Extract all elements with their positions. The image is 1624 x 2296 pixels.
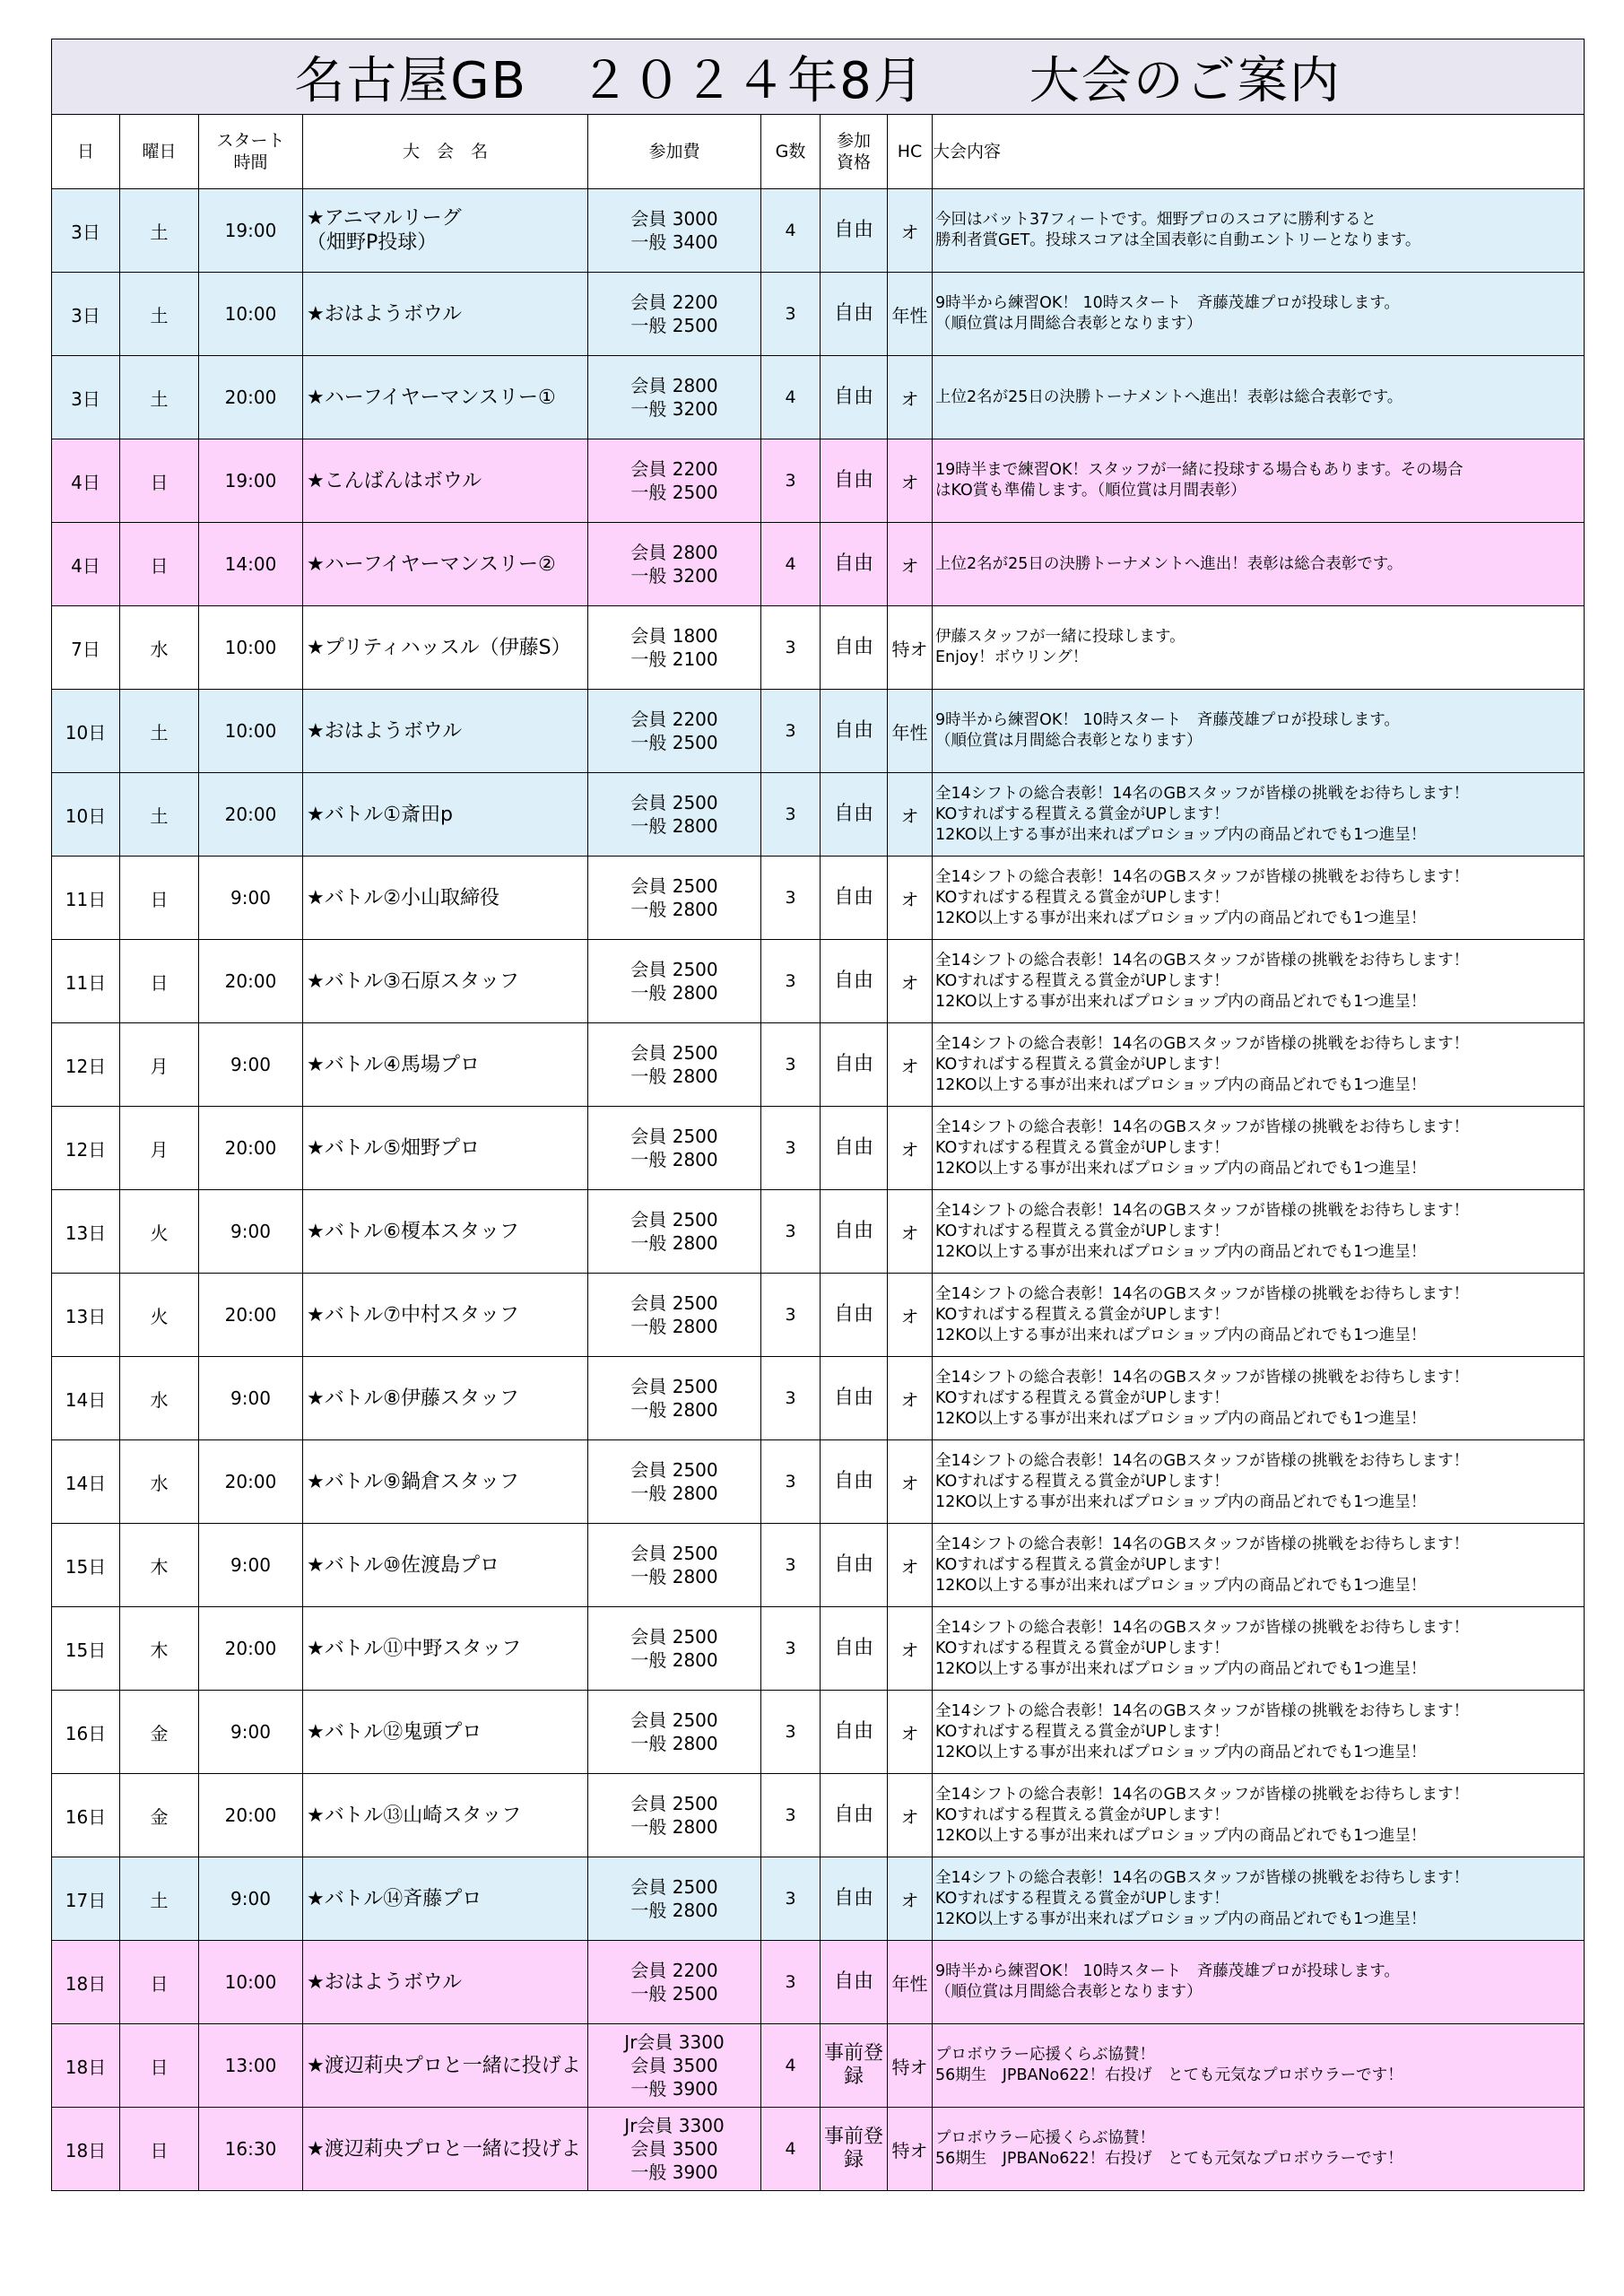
event-handicap: オ	[888, 1357, 933, 1440]
table-row	[52, 606, 1585, 690]
event-qualification: 自由	[821, 773, 888, 857]
event-handicap: オ	[888, 1774, 933, 1857]
event-fee: Jr会員 3300 会員 3500 一般 3900	[588, 2108, 761, 2191]
header-description: 大会内容	[933, 115, 1585, 189]
event-qualification: 自由	[821, 356, 888, 439]
event-start-time: 9:00	[199, 1357, 303, 1440]
event-handicap: オ	[888, 1023, 933, 1107]
event-qualification: 自由	[821, 523, 888, 606]
event-description: 全14シフトの総合表彰！14名のGBスタッフが皆様の挑戦をお待ちします！ KOすればする程貰える賞金がUPします！ 12KO以上する事が出来ればプロショップ内の商品どれでも1つ進呈！	[933, 773, 1585, 857]
event-day: 10日	[52, 773, 120, 857]
header-start-time: スタート 時間	[199, 115, 303, 189]
event-fee: 会員 2500 一般 2800	[588, 857, 761, 940]
event-name: ★ハーフイヤーマンスリー①	[303, 356, 588, 439]
event-start-time: 20:00	[199, 1107, 303, 1190]
event-handicap: 特オ	[888, 2024, 933, 2108]
event-day: 14日	[52, 1357, 120, 1440]
event-qualification: 自由	[821, 690, 888, 773]
event-name: ★プリティハッスル（伊藤S）	[303, 606, 588, 690]
event-weekday: 水	[120, 606, 199, 690]
event-name: ★バトル③石原スタッフ	[303, 940, 588, 1023]
event-name: ★バトル⑨鍋倉スタッフ	[303, 1440, 588, 1524]
table-row	[52, 773, 1585, 857]
event-description: 全14シフトの総合表彰！14名のGBスタッフが皆様の挑戦をお待ちします！ KOすればする程貰える賞金がUPします！ 12KO以上する事が出来ればプロショップ内の商品どれでも1つ進呈！	[933, 1440, 1585, 1524]
event-name: ★バトル⑬山崎スタッフ	[303, 1774, 588, 1857]
event-day: 3日	[52, 273, 120, 356]
event-fee: 会員 3000 一般 3400	[588, 189, 761, 273]
event-start-time: 9:00	[199, 1691, 303, 1774]
event-name: ★バトル⑤畑野プロ	[303, 1107, 588, 1190]
event-weekday: 土	[120, 1857, 199, 1941]
event-fee: 会員 2800 一般 3200	[588, 523, 761, 606]
event-start-time: 19:00	[199, 439, 303, 523]
event-handicap: オ	[888, 1857, 933, 1941]
event-games: 3	[761, 1607, 821, 1691]
event-name: ★ハーフイヤーマンスリー②	[303, 523, 588, 606]
event-day: 12日	[52, 1023, 120, 1107]
event-weekday: 日	[120, 940, 199, 1023]
event-qualification: 自由	[821, 1440, 888, 1524]
event-fee: 会員 2500 一般 2800	[588, 1524, 761, 1607]
event-name: ★おはようボウル	[303, 690, 588, 773]
event-weekday: 水	[120, 1440, 199, 1524]
event-qualification: 自由	[821, 439, 888, 523]
event-qualification: 事前登 録	[821, 2024, 888, 2108]
event-name: ★バトル⑥榎本スタッフ	[303, 1190, 588, 1274]
table-row	[52, 1107, 1585, 1190]
event-name: ★こんばんはボウル	[303, 439, 588, 523]
event-description: 今回はバット37フィートです。畑野プロのスコアに勝利すると 勝利者賞GET。投球スコアは全国表彰に自動エントリーとなります。	[933, 189, 1585, 273]
event-day: 4日	[52, 439, 120, 523]
table-row	[52, 2108, 1585, 2191]
header-dow: 曜日	[120, 115, 199, 189]
event-name: ★バトル⑦中村スタッフ	[303, 1274, 588, 1357]
event-start-time: 10:00	[199, 1941, 303, 2024]
event-weekday: 日	[120, 2108, 199, 2191]
event-start-time: 10:00	[199, 273, 303, 356]
event-name: ★おはようボウル	[303, 273, 588, 356]
event-games: 3	[761, 1357, 821, 1440]
event-name: ★バトル⑫鬼頭プロ	[303, 1691, 588, 1774]
event-day: 17日	[52, 1857, 120, 1941]
table-row	[52, 1357, 1585, 1440]
table-row	[52, 273, 1585, 356]
event-qualification: 自由	[821, 857, 888, 940]
event-fee: 会員 2200 一般 2500	[588, 690, 761, 773]
event-start-time: 13:00	[199, 2024, 303, 2108]
event-handicap: オ	[888, 1524, 933, 1607]
event-weekday: 木	[120, 1607, 199, 1691]
event-qualification: 自由	[821, 940, 888, 1023]
event-description: 全14シフトの総合表彰！14名のGBスタッフが皆様の挑戦をお待ちします！ KOすればする程貰える賞金がUPします！ 12KO以上する事が出来ればプロショップ内の商品どれでも1つ進呈！	[933, 857, 1585, 940]
event-start-time: 14:00	[199, 523, 303, 606]
event-start-time: 10:00	[199, 606, 303, 690]
event-description: 全14シフトの総合表彰！14名のGBスタッフが皆様の挑戦をお待ちします！ KOすればする程貰える賞金がUPします！ 12KO以上する事が出来ればプロショップ内の商品どれでも1つ進呈！	[933, 1107, 1585, 1190]
event-games: 3	[761, 773, 821, 857]
event-games: 4	[761, 356, 821, 439]
event-games: 4	[761, 2024, 821, 2108]
event-day: 11日	[52, 940, 120, 1023]
page-title: 名古屋GB ２０２４年8月 大会のご案内	[52, 39, 1585, 115]
event-description: 全14シフトの総合表彰！14名のGBスタッフが皆様の挑戦をお待ちします！ KOすればする程貰える賞金がUPします！ 12KO以上する事が出来ればプロショップ内の商品どれでも1つ進呈！	[933, 1524, 1585, 1607]
event-games: 3	[761, 1774, 821, 1857]
event-day: 16日	[52, 1774, 120, 1857]
event-fee: 会員 2500 一般 2800	[588, 1190, 761, 1274]
event-handicap: オ	[888, 439, 933, 523]
event-day: 3日	[52, 356, 120, 439]
event-qualification: 自由	[821, 1524, 888, 1607]
event-start-time: 19:00	[199, 189, 303, 273]
event-day: 18日	[52, 2024, 120, 2108]
event-fee: 会員 2500 一般 2800	[588, 940, 761, 1023]
event-start-time: 9:00	[199, 1857, 303, 1941]
event-name: ★渡辺莉央プロと一緒に投げよ	[303, 2024, 588, 2108]
event-weekday: 水	[120, 1357, 199, 1440]
event-day: 13日	[52, 1190, 120, 1274]
event-start-time: 9:00	[199, 1190, 303, 1274]
event-description: 全14シフトの総合表彰！14名のGBスタッフが皆様の挑戦をお待ちします！ KOすればする程貰える賞金がUPします！ 12KO以上する事が出来ればプロショップ内の商品どれでも1つ進呈！	[933, 1857, 1585, 1941]
event-fee: 会員 2500 一般 2800	[588, 1691, 761, 1774]
event-weekday: 木	[120, 1524, 199, 1607]
event-games: 3	[761, 1691, 821, 1774]
event-description: 全14シフトの総合表彰！14名のGBスタッフが皆様の挑戦をお待ちします！ KOすればする程貰える賞金がUPします！ 12KO以上する事が出来ればプロショップ内の商品どれでも1つ進呈！	[933, 1607, 1585, 1691]
event-weekday: 土	[120, 356, 199, 439]
event-weekday: 金	[120, 1774, 199, 1857]
event-fee: 会員 2500 一般 2800	[588, 1023, 761, 1107]
event-games: 3	[761, 1274, 821, 1357]
event-games: 3	[761, 1524, 821, 1607]
event-day: 3日	[52, 189, 120, 273]
event-day: 4日	[52, 523, 120, 606]
event-handicap: オ	[888, 1107, 933, 1190]
event-start-time: 20:00	[199, 940, 303, 1023]
event-fee: Jr会員 3300 会員 3500 一般 3900	[588, 2024, 761, 2108]
event-weekday: 火	[120, 1274, 199, 1357]
event-start-time: 9:00	[199, 1524, 303, 1607]
event-weekday: 日	[120, 857, 199, 940]
table-row	[52, 1524, 1585, 1607]
event-description: 9時半から練習OK！ 10時スタート 斉藤茂雄プロが投球します。 （順位賞は月間総合表彰となります）	[933, 1941, 1585, 2024]
event-weekday: 土	[120, 189, 199, 273]
event-start-time: 10:00	[199, 690, 303, 773]
event-fee: 会員 2200 一般 2500	[588, 273, 761, 356]
event-fee: 会員 2500 一般 2800	[588, 1774, 761, 1857]
event-games: 3	[761, 1023, 821, 1107]
header-hc: HC	[888, 115, 933, 189]
event-description: 全14シフトの総合表彰！14名のGBスタッフが皆様の挑戦をお待ちします！ KOすればする程貰える賞金がUPします！ 12KO以上する事が出来ればプロショップ内の商品どれでも1つ進呈！	[933, 1023, 1585, 1107]
event-weekday: 日	[120, 1941, 199, 2024]
event-start-time: 9:00	[199, 1023, 303, 1107]
event-description: 伊藤スタッフが一緒に投球します。 Enjoy！ボウリング！	[933, 606, 1585, 690]
event-day: 11日	[52, 857, 120, 940]
event-description: 全14シフトの総合表彰！14名のGBスタッフが皆様の挑戦をお待ちします！ KOすればする程貰える賞金がUPします！ 12KO以上する事が出来ればプロショップ内の商品どれでも1つ進呈！	[933, 1357, 1585, 1440]
event-fee: 会員 2200 一般 2500	[588, 1941, 761, 2024]
table-row	[52, 857, 1585, 940]
event-description: 全14シフトの総合表彰！14名のGBスタッフが皆様の挑戦をお待ちします！ KOすればする程貰える賞金がUPします！ 12KO以上する事が出来ればプロショップ内の商品どれでも1つ進呈！	[933, 940, 1585, 1023]
event-day: 12日	[52, 1107, 120, 1190]
column-header-row	[52, 115, 1585, 189]
event-handicap: 特オ	[888, 2108, 933, 2191]
event-description: 全14シフトの総合表彰！14名のGBスタッフが皆様の挑戦をお待ちします！ KOすればする程貰える賞金がUPします！ 12KO以上する事が出来ればプロショップ内の商品どれでも1つ進呈！	[933, 1774, 1585, 1857]
event-qualification: 自由	[821, 1607, 888, 1691]
table-row	[52, 690, 1585, 773]
event-fee: 会員 2500 一般 2800	[588, 1440, 761, 1524]
event-handicap: オ	[888, 1691, 933, 1774]
event-games: 4	[761, 2108, 821, 2191]
event-name: ★バトル⑩佐渡島プロ	[303, 1524, 588, 1607]
header-games: G数	[761, 115, 821, 189]
event-day: 15日	[52, 1607, 120, 1691]
table-row	[52, 1774, 1585, 1857]
event-day: 16日	[52, 1691, 120, 1774]
event-description: 9時半から練習OK！ 10時スタート 斉藤茂雄プロが投球します。 （順位賞は月間総合表彰となります）	[933, 690, 1585, 773]
event-handicap: オ	[888, 940, 933, 1023]
event-description: 上位2名が25日の決勝トーナメントへ進出！表彰は総合表彰です。	[933, 356, 1585, 439]
table-row	[52, 940, 1585, 1023]
event-handicap: 年性	[888, 1941, 933, 2024]
event-weekday: 月	[120, 1107, 199, 1190]
event-qualification: 自由	[821, 1190, 888, 1274]
event-games: 3	[761, 1440, 821, 1524]
event-qualification: 自由	[821, 189, 888, 273]
event-name: ★渡辺莉央プロと一緒に投げよ	[303, 2108, 588, 2191]
event-name: ★バトル①斎田p	[303, 773, 588, 857]
event-games: 3	[761, 940, 821, 1023]
event-weekday: 火	[120, 1190, 199, 1274]
event-start-time: 20:00	[199, 1607, 303, 1691]
event-handicap: オ	[888, 356, 933, 439]
event-handicap: オ	[888, 1274, 933, 1357]
event-weekday: 日	[120, 439, 199, 523]
table-row	[52, 1857, 1585, 1941]
table-row	[52, 1691, 1585, 1774]
event-weekday: 土	[120, 690, 199, 773]
event-qualification: 自由	[821, 1941, 888, 2024]
event-fee: 会員 2800 一般 3200	[588, 356, 761, 439]
event-qualification: 自由	[821, 1107, 888, 1190]
event-name: ★アニマルリーグ （畑野P投球）	[303, 189, 588, 273]
event-fee: 会員 2500 一般 2800	[588, 773, 761, 857]
event-start-time: 20:00	[199, 1274, 303, 1357]
event-day: 13日	[52, 1274, 120, 1357]
table-row	[52, 1190, 1585, 1274]
event-start-time: 20:00	[199, 1440, 303, 1524]
event-rows	[52, 189, 1585, 2191]
event-handicap: オ	[888, 773, 933, 857]
table-row	[52, 1274, 1585, 1357]
event-qualification: 自由	[821, 1023, 888, 1107]
event-handicap: オ	[888, 1190, 933, 1274]
header-qualification: 参加 資格	[821, 115, 888, 189]
event-qualification: 自由	[821, 1691, 888, 1774]
event-handicap: 年性	[888, 690, 933, 773]
event-description: 上位2名が25日の決勝トーナメントへ進出！表彰は総合表彰です。	[933, 523, 1585, 606]
event-name: ★バトル⑧伊藤スタッフ	[303, 1357, 588, 1440]
event-games: 3	[761, 273, 821, 356]
event-qualification: 自由	[821, 273, 888, 356]
table-row	[52, 1607, 1585, 1691]
event-games: 3	[761, 690, 821, 773]
event-name: ★おはようボウル	[303, 1941, 588, 2024]
event-fee: 会員 2500 一般 2800	[588, 1357, 761, 1440]
event-day: 15日	[52, 1524, 120, 1607]
header-fee: 参加費	[588, 115, 761, 189]
event-day: 14日	[52, 1440, 120, 1524]
header-day: 日	[52, 115, 120, 189]
event-fee: 会員 2500 一般 2800	[588, 1857, 761, 1941]
event-qualification: 事前登 録	[821, 2108, 888, 2191]
event-qualification: 自由	[821, 1357, 888, 1440]
table-row	[52, 1941, 1585, 2024]
event-fee: 会員 1800 一般 2100	[588, 606, 761, 690]
event-games: 4	[761, 523, 821, 606]
event-games: 3	[761, 1857, 821, 1941]
event-day: 18日	[52, 2108, 120, 2191]
table-row	[52, 1023, 1585, 1107]
event-fee: 会員 2500 一般 2800	[588, 1607, 761, 1691]
event-fee: 会員 2500 一般 2800	[588, 1274, 761, 1357]
header-tournament-name: 大 会 名	[303, 115, 588, 189]
event-description: 全14シフトの総合表彰！14名のGBスタッフが皆様の挑戦をお待ちします！ KOすればする程貰える賞金がUPします！ 12KO以上する事が出来ればプロショップ内の商品どれでも1つ進呈！	[933, 1190, 1585, 1274]
event-name: ★バトル⑭斉藤プロ	[303, 1857, 588, 1941]
event-weekday: 日	[120, 523, 199, 606]
event-weekday: 日	[120, 2024, 199, 2108]
table-row	[52, 356, 1585, 439]
event-qualification: 自由	[821, 606, 888, 690]
event-handicap: 年性	[888, 273, 933, 356]
event-start-time: 20:00	[199, 773, 303, 857]
event-games: 3	[761, 439, 821, 523]
event-start-time: 20:00	[199, 356, 303, 439]
event-weekday: 金	[120, 1691, 199, 1774]
event-games: 3	[761, 606, 821, 690]
event-description: 全14シフトの総合表彰！14名のGBスタッフが皆様の挑戦をお待ちします！ KOすればする程貰える賞金がUPします！ 12KO以上する事が出来ればプロショップ内の商品どれでも1つ進呈！	[933, 1274, 1585, 1357]
event-games: 4	[761, 189, 821, 273]
event-description: プロボウラー応援くらぶ協賛！ 56期生 JPBANo622！右投げ とても元気なプロボウラーです！	[933, 2024, 1585, 2108]
event-games: 3	[761, 1941, 821, 2024]
event-fee: 会員 2500 一般 2800	[588, 1107, 761, 1190]
event-start-time: 9:00	[199, 857, 303, 940]
event-games: 3	[761, 1190, 821, 1274]
event-description: 全14シフトの総合表彰！14名のGBスタッフが皆様の挑戦をお待ちします！ KOすればする程貰える賞金がUPします！ 12KO以上する事が出来ればプロショップ内の商品どれでも1つ進呈！	[933, 1691, 1585, 1774]
event-description: 19時半まで練習OK！スタッフが一緒に投球する場合もあります。その場合 はKO賞も準備します。（順位賞は月間表彰）	[933, 439, 1585, 523]
table-row	[52, 189, 1585, 273]
event-name: ★バトル④馬場プロ	[303, 1023, 588, 1107]
event-name: ★バトル②小山取締役	[303, 857, 588, 940]
event-fee: 会員 2200 一般 2500	[588, 439, 761, 523]
table-row	[52, 439, 1585, 523]
event-qualification: 自由	[821, 1274, 888, 1357]
table-row	[52, 523, 1585, 606]
event-qualification: 自由	[821, 1857, 888, 1941]
table-row	[52, 1440, 1585, 1524]
event-handicap: オ	[888, 857, 933, 940]
event-handicap: オ	[888, 523, 933, 606]
event-start-time: 16:30	[199, 2108, 303, 2191]
event-name: ★バトル⑪中野スタッフ	[303, 1607, 588, 1691]
event-description: プロボウラー応援くらぶ協賛！ 56期生 JPBANo622！右投げ とても元気なプロボウラーです！	[933, 2108, 1585, 2191]
event-handicap: オ	[888, 1607, 933, 1691]
tournament-schedule-table	[51, 39, 1585, 2191]
event-handicap: オ	[888, 1440, 933, 1524]
event-description: 9時半から練習OK！ 10時スタート 斉藤茂雄プロが投球します。 （順位賞は月間総合表彰となります）	[933, 273, 1585, 356]
table-row	[52, 2024, 1585, 2108]
event-day: 18日	[52, 1941, 120, 2024]
event-handicap: 特オ	[888, 606, 933, 690]
event-handicap: オ	[888, 189, 933, 273]
event-weekday: 土	[120, 273, 199, 356]
event-games: 3	[761, 857, 821, 940]
event-weekday: 土	[120, 773, 199, 857]
event-qualification: 自由	[821, 1774, 888, 1857]
event-day: 10日	[52, 690, 120, 773]
event-start-time: 20:00	[199, 1774, 303, 1857]
event-games: 3	[761, 1107, 821, 1190]
event-day: 7日	[52, 606, 120, 690]
event-weekday: 月	[120, 1023, 199, 1107]
